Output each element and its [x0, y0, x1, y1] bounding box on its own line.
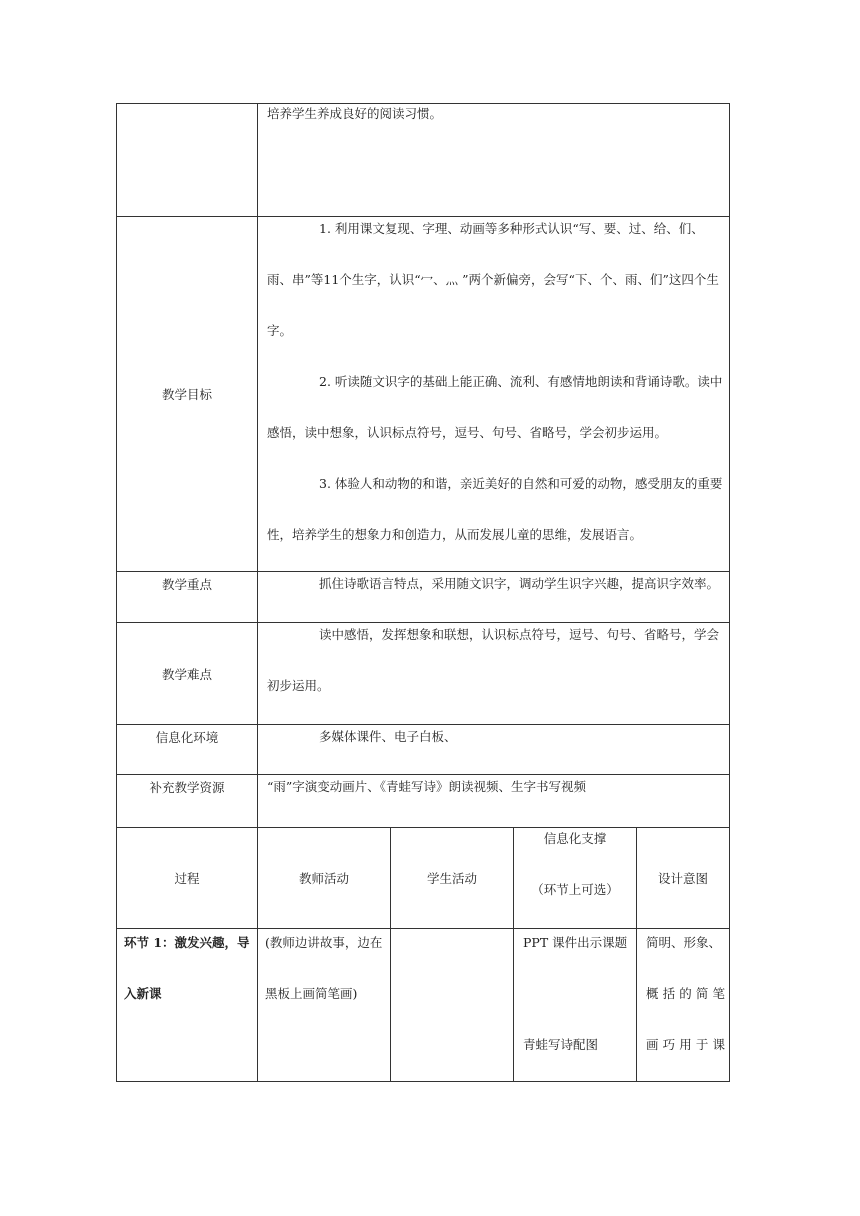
- key-points-row: [117, 572, 730, 623]
- cultivate-text: 培养学生养成良好的阅读习惯。: [267, 106, 443, 121]
- step1-process-line2: 入新课: [124, 986, 162, 1001]
- cultivate-content-cell: [258, 104, 730, 217]
- header-it-support: [514, 828, 637, 929]
- difficulties-text: 读中感悟，发挥想象和联想，认识标点符号，逗号、句号、省略号，学会初步运用。: [267, 627, 720, 693]
- header-it-support-line1: 信息化支撑: [543, 831, 607, 846]
- key-points-text: 抓住诗歌语言特点，采用随文识字，调动学生识字兴趣，提高识字效率。: [319, 576, 720, 591]
- cultivate-label-cell: [117, 104, 258, 217]
- resources-row: [117, 775, 730, 828]
- step1-it-line2: 青蛙写诗配图: [523, 1037, 599, 1052]
- objective-item-1: 1. 利用课文复现、字理、动画等多种形式认识“写、要、过、给、们、雨、串”等11个生字，认识“冖、灬 ”两个新偏旁，会写“下、个、雨、们”这四个生字。: [267, 221, 719, 338]
- step1-row: [117, 929, 730, 1082]
- key-points-label: 教学重点: [161, 577, 212, 592]
- step1-process-line1: 环节 1：激发兴趣，导: [124, 935, 250, 950]
- step1-process-cell: [117, 929, 258, 1082]
- objective-item-2: 2. 听读随文识字的基础上能正确、流利、有感情地朗读和背诵诗歌。读中感悟，读中想象，认识标点符号，逗号、句号、省略号，学会初步运用。: [267, 374, 723, 440]
- difficulties-label-cell: [117, 623, 258, 725]
- header-process: [117, 828, 258, 929]
- it-env-text: 多媒体课件、电子白板、: [319, 729, 457, 744]
- it-env-row: [117, 725, 730, 775]
- header-student: [391, 828, 514, 929]
- process-header-row: [117, 828, 730, 929]
- header-teacher: [258, 828, 391, 929]
- step1-student-cell: [391, 929, 514, 1082]
- resources-content-cell: [258, 775, 730, 828]
- resources-label: 补充教学资源: [149, 780, 225, 795]
- objectives-label: 教学目标: [161, 387, 212, 402]
- objectives-row: [117, 217, 730, 572]
- difficulties-row: [117, 623, 730, 725]
- header-process-label: 过程: [174, 871, 200, 886]
- step1-design-line2: 概括的简笔: [646, 986, 726, 1001]
- step1-design-line1: 简明、形象、: [646, 935, 722, 950]
- header-student-label: 学生活动: [426, 871, 477, 886]
- difficulties-label: 教学难点: [161, 666, 212, 682]
- step1-it-line1: PPT 课件出示课题: [523, 935, 628, 950]
- key-points-content-cell: [258, 572, 730, 623]
- objectives-content-cell: [258, 217, 730, 572]
- objectives-label-cell: [117, 217, 258, 572]
- step1-teacher-line1: (教师边讲故事，边在: [265, 935, 383, 950]
- resources-text: “雨”字演变动画片、《青蛙写诗》朗读视频、生字书写视频: [267, 779, 587, 794]
- lesson-plan-table: [116, 103, 730, 1082]
- cultivate-row: [117, 104, 730, 217]
- header-design-label: 设计意图: [658, 871, 709, 886]
- it-env-content-cell: [258, 725, 730, 775]
- it-env-label-cell: [117, 725, 258, 775]
- objective-item-3: 3. 体验人和动物的和谐，亲近美好的自然和可爱的动物，感受朋友的重要性，培养学生的想象力和创造力，从而发展儿童的思维，发展语言。: [267, 476, 723, 542]
- step1-teacher-line2: 黑板上画简笔画): [265, 986, 358, 1001]
- difficulties-content-cell: [258, 623, 730, 725]
- header-it-support-line2: （环节上可选）: [531, 882, 619, 897]
- it-env-label: 信息化环境: [155, 730, 219, 745]
- header-design: [637, 828, 730, 929]
- step1-teacher-cell: [258, 929, 391, 1082]
- step1-design-line3: 画巧用于课: [646, 1037, 726, 1052]
- key-points-label-cell: [117, 572, 258, 623]
- resources-label-cell: [117, 775, 258, 828]
- step1-it-cell: [514, 929, 637, 1082]
- step1-design-cell: [637, 929, 730, 1082]
- header-teacher-label: 教师活动: [298, 871, 349, 886]
